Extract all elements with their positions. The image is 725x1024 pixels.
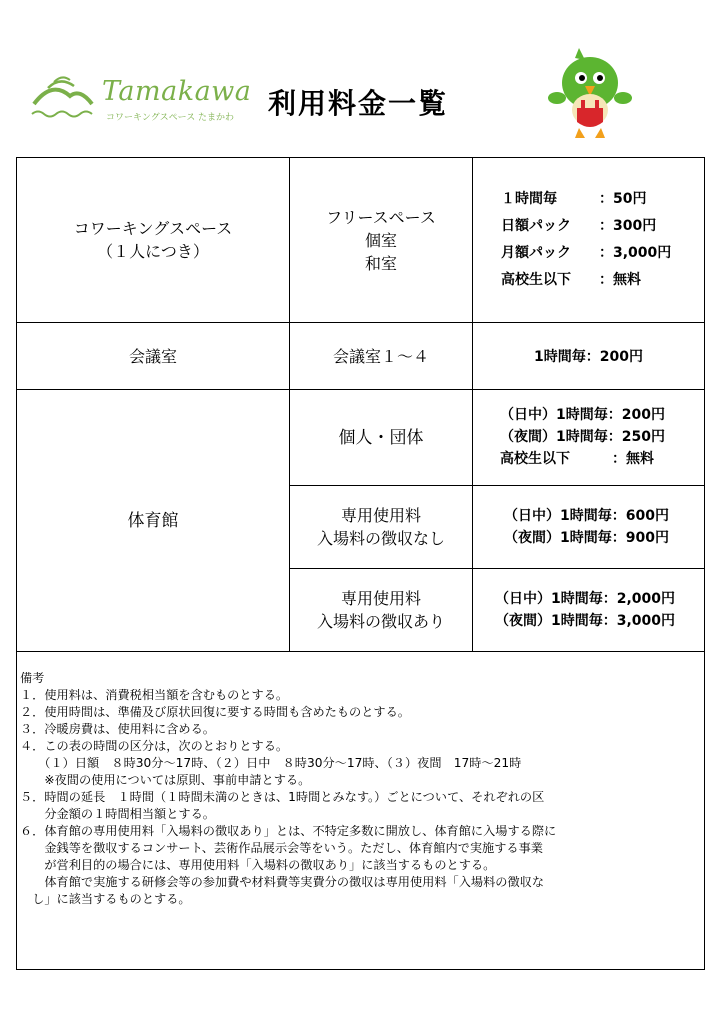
remark-line: が営利目的の場合には、専用使用料「入場料の徴収あり」に該当するものとする。 xyxy=(20,858,496,872)
coworking-rooms xyxy=(290,158,472,322)
gym-individual-prices xyxy=(500,404,665,470)
coworking-label-line2: （１人につき） xyxy=(97,242,209,261)
gym-row-line: 専用使用料 xyxy=(340,589,421,608)
coworking-prices xyxy=(501,186,671,294)
meeting-price: 1時間毎：200円 xyxy=(534,349,643,365)
price-value: ：3,000円 xyxy=(599,245,672,261)
tamakawa-logo xyxy=(30,72,252,132)
gym-row-line: 個人・団体 xyxy=(338,427,424,448)
gym-exclusive-no-admission-prices xyxy=(504,505,669,549)
price-line: （日中）1時間毎：600円 xyxy=(504,508,669,524)
page-title: 利用料金一覧 xyxy=(268,87,449,120)
price-line: （夜間）1時間毎：250円 xyxy=(500,429,665,445)
remark-line: し」に該当するものとする。 xyxy=(20,892,191,906)
price-value: ：50円 xyxy=(599,191,647,207)
remark-line: １．使用料は、消費税相当額を含むものとする。 xyxy=(20,688,289,702)
price-row xyxy=(501,213,671,240)
remark-line: （１）日額 ８時30分～17時、（２）日中 ８時30分～17時、（３）夜間 17時～21時 xyxy=(20,756,522,770)
gym-exclusive-no-admission xyxy=(290,486,472,568)
remark-line: ※夜間の使用については原則、事前申請とする。 xyxy=(20,773,311,787)
coworking-label xyxy=(17,158,289,322)
room-free-space: フリースペース xyxy=(326,207,436,227)
price-line: （日中）1時間毎：2,000円 xyxy=(495,591,676,607)
meeting-room: 会議室１～４ xyxy=(332,346,429,366)
price-row xyxy=(501,186,671,213)
gym-exclusive-with-admission xyxy=(290,569,472,651)
gym-row-line: 専用使用料 xyxy=(340,506,421,525)
price-row xyxy=(501,240,671,267)
gym-individual-group xyxy=(290,390,472,485)
remark-line: 分金額の１時間相当額とする。 xyxy=(20,807,215,821)
price-line: （夜間）1時間毎：3,000円 xyxy=(495,613,676,629)
room-private: 個室 xyxy=(364,230,397,250)
gym-row-line: 入場料の徴収なし xyxy=(316,529,445,548)
gym-exclusive-with-admission-prices xyxy=(495,588,675,632)
price-value: ：無料 xyxy=(599,272,641,288)
price-row xyxy=(501,267,671,294)
meeting-label: 会議室 xyxy=(128,346,177,366)
remark-line: ２．使用時間は、準備及び原状回復に要する時間も含めたものとする。 xyxy=(20,705,410,719)
remark-line: ３．冷暖房費は、使用料に含める。 xyxy=(20,722,215,736)
remark-line: 体育館で実施する研修会等の参加費や材料費等実費分の徴収は専用使用料「入場料の徴収な xyxy=(20,875,545,889)
mountain-logo-icon xyxy=(30,74,102,118)
remark-line: ４．この表の時間の区分は，次のとおりとする。 xyxy=(20,739,289,753)
price-key: １時間毎 xyxy=(501,191,557,207)
remarks-section xyxy=(20,670,695,908)
bird-mascot-icon xyxy=(545,48,635,143)
price-line: （日中）1時間毎：200円 xyxy=(500,407,665,423)
price-value: ：300円 xyxy=(599,218,657,234)
logo-wordmark: Tamakawa xyxy=(102,76,252,107)
room-japanese: 和室 xyxy=(364,253,397,273)
coworking-label-line1: コワーキングスペース xyxy=(73,219,233,238)
price-key: 月額パック xyxy=(501,245,571,261)
price-key: 高校生以下 xyxy=(501,272,571,288)
price-key: 日額パック xyxy=(501,218,571,234)
remark-line: ５．時間の延長 １時間（１時間未満のときは、1時間とみなす。）ごとについて、それぞれの区 xyxy=(20,790,545,804)
remarks-heading: 備考 xyxy=(20,671,45,685)
price-line: 高校生以下 ：無料 xyxy=(500,451,654,467)
remark-line: ６．体育館の専用使用料「入場料の徴収あり」とは、不特定多数に開放し、体育館に入場する際に xyxy=(20,824,557,838)
price-line: （夜間）1時間毎：900円 xyxy=(504,530,669,546)
logo-subtitle: コワーキングスペース たまかわ xyxy=(106,113,235,123)
gym-row-line: 入場料の徴収あり xyxy=(316,612,445,631)
gym-label: 体育館 xyxy=(127,510,179,531)
remark-line: 金銭等を徴収するコンサート、芸術作品展示会等をいう。ただし、体育館内で実施する事業 xyxy=(20,841,543,855)
